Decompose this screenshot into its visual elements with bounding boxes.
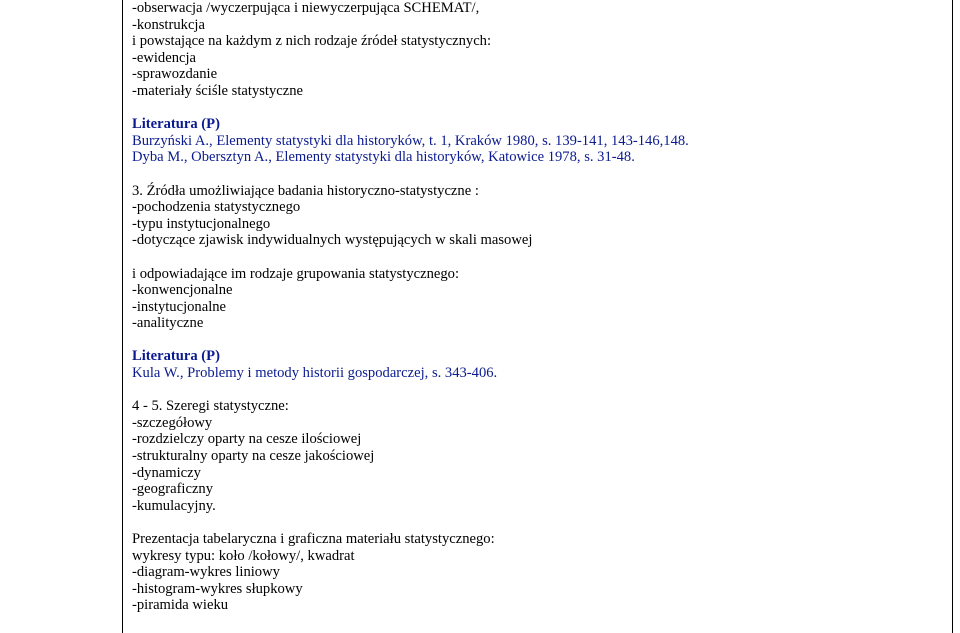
- spacer: [132, 382, 947, 399]
- text-line: -dotyczące zjawisk indywidualnych występujących w skali masowej: [132, 232, 533, 249]
- text-line: i powstające na każdym z nich rodzaje źródeł statystycznych:: [132, 33, 492, 50]
- spacer: [132, 332, 947, 349]
- text-line: wykresy typu: koło /kołowy/, kwadrat: [132, 547, 355, 564]
- section-title: 4 - 5. Szeregi statystyczne:: [132, 398, 289, 415]
- text-line: -ewidencja: [132, 49, 197, 66]
- text-line: -sprawozdanie: [132, 66, 218, 83]
- text-line: -dynamiczy: [132, 464, 201, 481]
- left-column: [0, 0, 123, 633]
- text-line: -piramida wieku: [132, 597, 229, 614]
- section-title: 3. Źródła umożliwiające badania historyczno-statystyczne :: [132, 182, 479, 199]
- text-line: -kumulacyjny.: [132, 497, 216, 514]
- spacer: [132, 249, 947, 266]
- text-line: -pochodzenia statystycznego: [132, 199, 301, 216]
- text-line: -diagram-wykres liniowy: [132, 564, 280, 581]
- content-cell: [132, 0, 947, 614]
- spacer: [132, 166, 947, 183]
- section-title: Prezentacja tabelaryczna i graficzna materiału statystycznego:: [132, 531, 495, 547]
- literature-item: Burzyński A., Elementy statystyki dla historyków, t. 1, Kraków 1980, s. 139-141, 143-146,148.: [132, 132, 689, 149]
- right-column-border: [952, 0, 953, 633]
- spacer: [132, 100, 947, 117]
- spacer: [132, 514, 947, 531]
- literature-heading: Literatura (P): [132, 116, 220, 133]
- text-line: -szczegółowy: [132, 414, 213, 431]
- text-line: -konwencjonalne: [132, 282, 233, 299]
- text-line: -obserwacja /wyczerpująca i niewyczerpująca SCHEMAT/,: [132, 0, 480, 16]
- text-line: -geograficzny: [132, 481, 214, 498]
- text-line: i odpowiadające im rodzaje grupowania statystycznego:: [132, 265, 460, 282]
- text-line: -typu instytucjonalnego: [132, 215, 271, 232]
- text-line: -instytucjonalne: [132, 298, 227, 315]
- text-line: -histogram-wykres słupkowy: [132, 580, 303, 597]
- literature-heading: Literatura (P): [132, 348, 220, 365]
- text-line: -rozdzielczy oparty na cesze ilościowej: [132, 431, 362, 448]
- literature-item: Kula W., Problemy i metody historii gospodarczej, s. 343-406.: [132, 365, 498, 382]
- text-line: -analityczne: [132, 315, 204, 332]
- text-line: -materiały ściśle statystyczne: [132, 82, 304, 99]
- literature-item: Dyba M., Obersztyn A., Elementy statystyki dla historyków, Katowice 1978, s. 31-48.: [132, 149, 635, 166]
- text-line: -konstrukcja: [132, 16, 205, 33]
- text-line: -strukturalny oparty na cesze jakościowej: [132, 448, 375, 465]
